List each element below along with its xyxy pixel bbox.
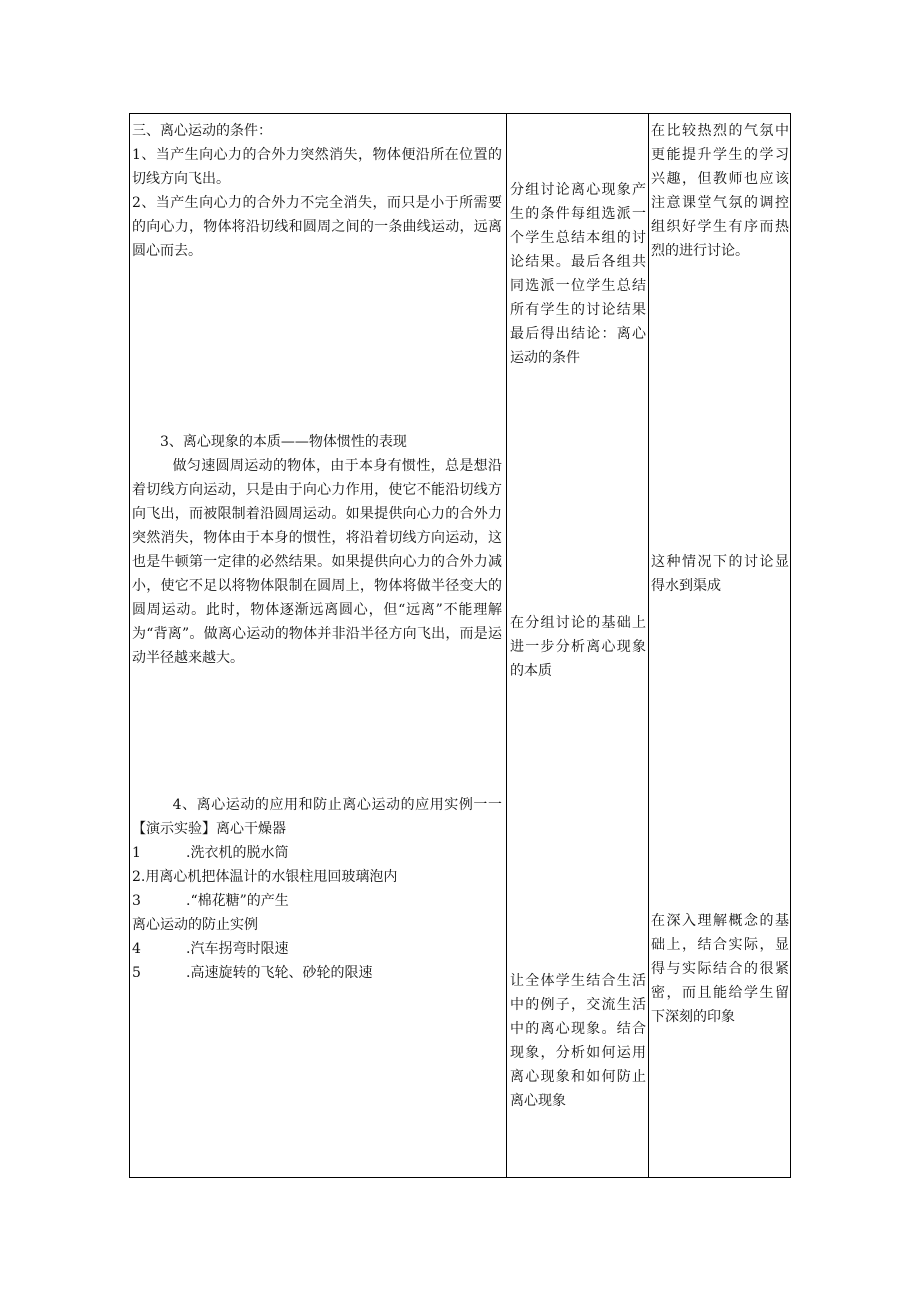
note-atmosphere: 在比较热烈的气氛中更能提升学生的学习兴趣，但教师也应该注意课堂气氛的调控组织好学生有序而热烈的进行讨论。: [651, 123, 789, 259]
list-item: 4 .汽车拐弯时限速: [132, 941, 289, 957]
list-item: 3 .“棉花糖”的产生: [132, 893, 289, 909]
note-practice: 在深入理解概念的基础上，结合实际，显得与实际结合的很紧密，而且能给学生留下深刻的印象: [651, 913, 789, 1025]
prevent-title: 离心运动的防止实例: [132, 917, 258, 933]
activity-exchange: 让全体学生结合生活中的例子，交流生活中的离心现象。结合现象，分析如何运用离心现象和如何防止离心现象: [510, 973, 646, 1109]
list-item: 5 .高速旋转的飞轮、砂轮的限速: [132, 965, 373, 981]
activity-analysis: 在分组讨论的基础上进一步分析离心现象的本质: [510, 615, 646, 679]
section-essence: [132, 430, 502, 670]
list-item: 1 .洗衣机的脱水筒: [132, 845, 289, 861]
section-applications: [132, 793, 502, 985]
condition-1: 1、当产生向心力的合外力突然消失，物体便沿所在位置的切线方向飞出。: [132, 147, 502, 187]
list-item: 2.用离心机把体温计的水银柱甩回玻璃泡内: [132, 869, 398, 885]
section-title: 4、离心运动的应用和防止离心运动的应用实例一一【演示实验】离心干燥器: [132, 797, 502, 837]
column-divider: [648, 114, 649, 1177]
column-divider: [506, 114, 507, 1177]
section-conditions: [132, 119, 502, 263]
activity-discussion: 分组讨论离心现象产生的条件每组选派一个学生总结本组的讨论结果。最后各组共同选派一位学生总结所有学生的讨论结果最后得出结论：离心运动的条件: [510, 182, 646, 366]
section-title: 3、离心现象的本质——物体惯性的表现: [160, 434, 407, 450]
lesson-plan-table: [129, 113, 791, 1178]
condition-2: 2、当产生向心力的合外力不完全消失，而只是小于所需要的向心力，物体将沿切线和圆周之间的一条曲线运动，远离圆心而去。: [132, 195, 502, 259]
essence-body: 做匀速圆周运动的物体，由于本身有惯性，总是想沿着切线方向运动，只是由于向心力作用，使它不能沿切线方向飞出，而被限制着沿圆周运动。如果提供向心力的合外力突然消失，物体由于本身的惯性，将沿着切线方向运动，这也是牛顿第一定律的必然结果。如果提供向心力的合外力减小，使它不足以将物体限制在圆周上，物体将做半径变大的圆周运动。此时，物体逐渐远离圆心，但“远离”不能理解为“背离”。做离心运动的物体并非沿半径方向飞出，而是运动半径越来越大。: [132, 458, 502, 666]
note-discussion: 这种情况下的讨论显得水到渠成: [651, 554, 789, 594]
section-title: 三、离心运动的条件：: [132, 123, 272, 139]
